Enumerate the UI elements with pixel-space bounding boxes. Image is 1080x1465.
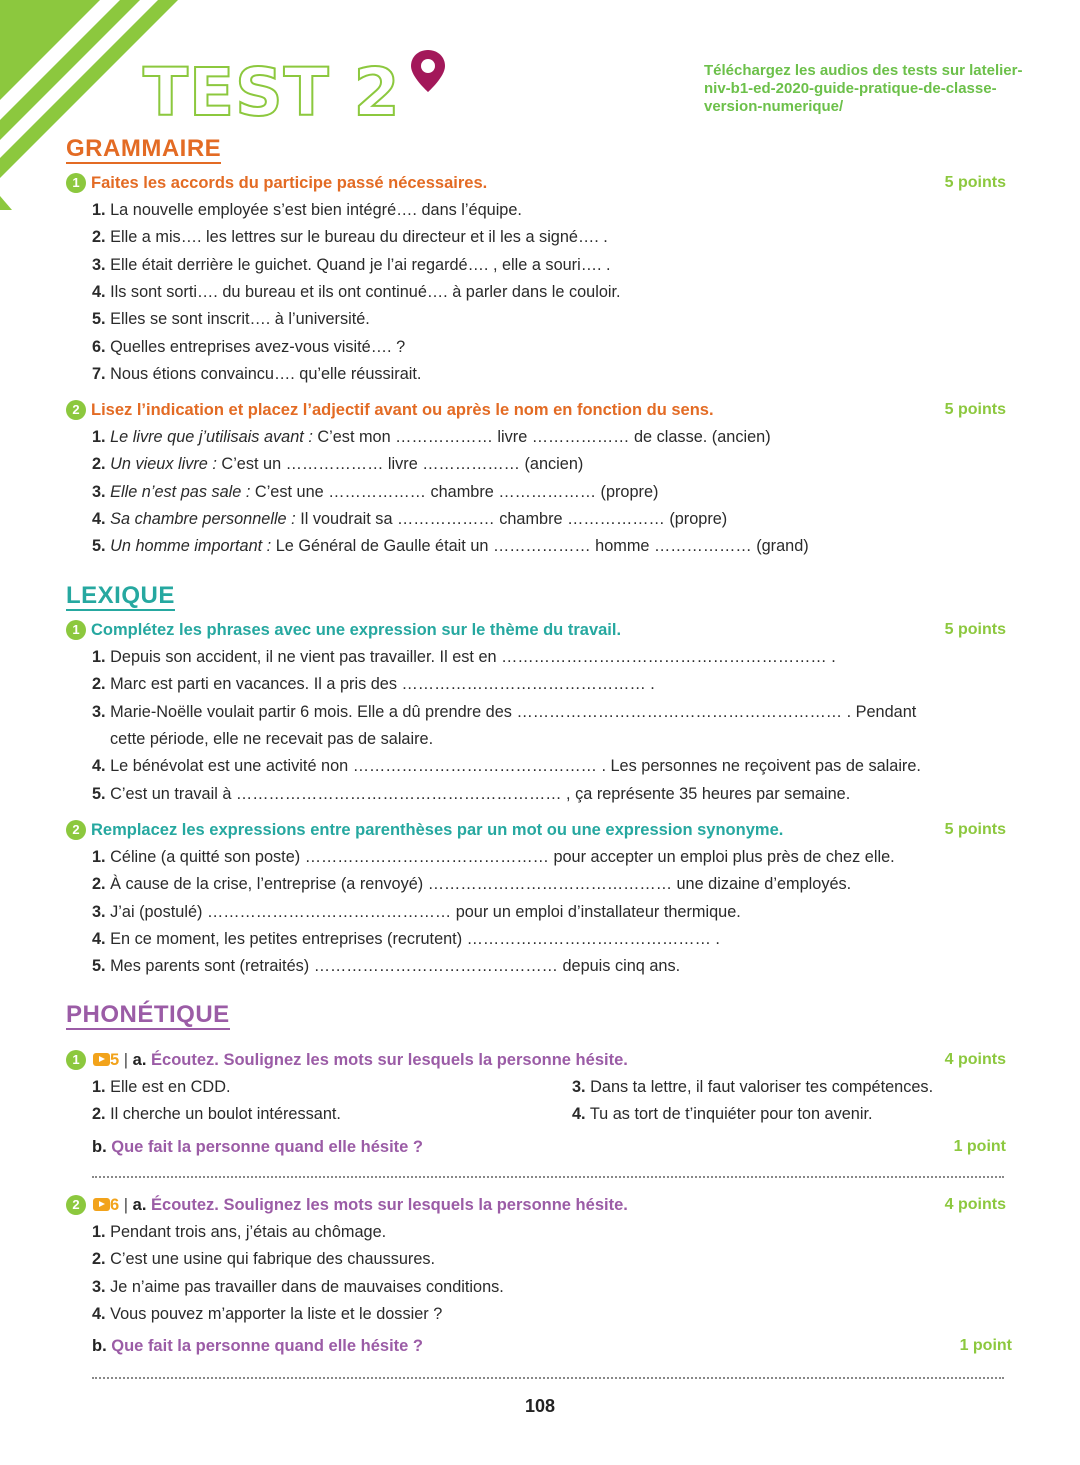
list-item [92, 647, 836, 667]
item-number: 3. [92, 902, 106, 921]
lexique-ex2-instruction: 2 Remplacez les expressions entre parenthèses par un mot ou une expression synonyme. [66, 819, 783, 841]
item-number: 4. [92, 509, 106, 528]
item-text: Il voudrait sa ……………… chambre ……………… (propre) [295, 509, 728, 528]
list-item [92, 702, 916, 722]
lexique-ex1-instruction: 1 Complétez les phrases avec une expression sur le thème du travail. [66, 619, 621, 641]
list-item [92, 427, 771, 447]
item-number: 1. [92, 201, 106, 219]
grammaire-ex2-instruction: 2 Lisez l’indication et placez l’adjectif avant ou après le nom en fonction du sens. [66, 399, 714, 421]
item-number: 4. [92, 282, 106, 301]
exercise-number-badge: 2 [66, 1195, 86, 1215]
audio-track-icon[interactable] [93, 1053, 110, 1066]
list-item [92, 956, 680, 976]
item-text: Pendant trois ans, j’étais au chômage. [110, 1223, 387, 1241]
item-number: 5. [92, 784, 106, 803]
list-item [92, 1077, 230, 1097]
exercise-number-badge: 2 [66, 400, 86, 420]
location-pin-icon [409, 48, 447, 94]
phonetique-ex2-question-b: b. Que fait la personne quand elle hésite ? [92, 1337, 424, 1355]
item-text: Elle était derrière le guichet. Quand je l’ai regardé…. , elle a souri…. . [110, 255, 611, 274]
item-text: Elles se sont inscrit…. à l’université. [110, 310, 370, 329]
item-text: C’est une usine qui fabrique des chaussures. [110, 1250, 436, 1269]
item-number: 2. [92, 1250, 106, 1269]
list-item [92, 1249, 435, 1269]
item-text: C’est une ……………… chambre ……………… (propre) [250, 482, 659, 501]
audio-download-note: Téléchargez les audios des tests sur latelier-niv-b1-ed-2020-guide-pratique-de-classe-version-numerique/ [704, 62, 1023, 115]
item-text: Ils sont sorti…. du bureau et ils ont continué…. à parler dans le couloir. [110, 282, 621, 301]
exercise-number-badge: 1 [66, 620, 86, 640]
item-number: 1. [92, 848, 106, 866]
item-number: 2. [92, 875, 106, 894]
list-item [92, 1222, 386, 1242]
item-number: 2. [92, 1105, 106, 1124]
item-text: C’est un ……………… livre ……………… (ancien) [216, 455, 584, 474]
item-number: 3. [92, 702, 106, 721]
item-text: Je n’aime pas travailler dans de mauvaises conditions. [110, 1277, 504, 1296]
exercise-number-badge: 1 [66, 1050, 86, 1070]
phonetique-ex1-question-b: b. Que fait la personne quand elle hésite ? [92, 1138, 424, 1156]
item-text: J’ai (postulé) ……………………………………… pour un emploi d’installateur thermique. [110, 902, 741, 921]
grammaire-ex2-points: 5 points [944, 401, 1006, 418]
item-text: Céline (a quitté son poste) ……………………………………… pour accepter un emploi plus près de chez elle. [110, 848, 895, 866]
phonetique-ex1-points: 4 points [944, 1051, 1006, 1068]
item-text: À cause de la crise, l’entreprise (a renvoyé) ……………………………………… une dizaine d’employés. [110, 875, 852, 894]
section-title-grammaire: GRAMMAIRE [66, 135, 222, 162]
list-item [92, 536, 809, 556]
item-text: Il cherche un boulot intéressant. [110, 1105, 341, 1124]
item-text: Elle a mis…. les lettres sur le bureau du directeur et il les a signé…. . [110, 228, 608, 247]
item-text: Vous pouvez m’apporter la liste et le dossier ? [110, 1304, 443, 1323]
item-text: cette période, elle ne recevait pas de salaire. [110, 729, 434, 748]
list-item [92, 227, 608, 247]
item-number: 5. [92, 537, 106, 556]
item-label: Un homme important : [110, 537, 272, 556]
list-item [92, 337, 405, 357]
phonetique-ex2-points-b: 1 point [959, 1337, 1012, 1354]
lexique-ex1-points: 5 points [944, 621, 1006, 638]
item-label: Sa chambre personnelle : [110, 509, 296, 528]
section-title-lexique: LEXIQUE [66, 582, 175, 609]
item-text: La nouvelle employée s’est bien intégré…. dans l’équipe. [110, 201, 522, 219]
list-item [572, 1077, 933, 1097]
item-number: 4. [92, 929, 106, 948]
item-text: Depuis son accident, il ne vient pas travailler. Il est en …………………………………………………… . [110, 648, 836, 666]
list-item [92, 784, 850, 804]
item-number: 2. [92, 228, 106, 247]
item-text: Dans ta lettre, il faut valoriser tes compétences. [590, 1078, 934, 1096]
item-number: 1. [92, 1078, 106, 1096]
item-text: Le bénévolat est une activité non ……………………………………… . Les personnes ne reçoivent pas de salaire. [110, 757, 921, 776]
list-item [110, 729, 433, 749]
list-item [92, 902, 741, 922]
phonetique-ex2-instruction: 2 6 | a. Écoutez. Soulignez les mots sur lesquels la personne hésite. [66, 1194, 628, 1216]
item-label: Un vieux livre : [110, 455, 217, 474]
section-title-phonetique: PHONÉTIQUE [66, 1001, 230, 1028]
page-number: 108 [524, 1396, 556, 1416]
item-text: Marc est parti en vacances. Il a pris des ……………………………………… . [110, 675, 655, 694]
item-text: Tu as tort de t’inquiéter pour ton avenir. [589, 1105, 873, 1124]
item-number: 4. [572, 1105, 586, 1124]
list-item [92, 364, 421, 384]
item-text: Nous étions convaincu…. qu’elle réussirait. [110, 364, 422, 383]
item-number: 5. [92, 310, 106, 329]
item-number: 6. [92, 337, 106, 356]
item-text: En ce moment, les petites entreprises (recrutent) ……………………………………… . [110, 929, 720, 948]
item-number: 1. [92, 648, 106, 666]
phonetique-ex1-points-b: 1 point [953, 1138, 1006, 1155]
audio-track-icon[interactable] [93, 1198, 110, 1211]
exercise-number-badge: 1 [66, 173, 86, 193]
item-number: 2. [92, 455, 106, 474]
grammaire-ex1-points: 5 points [944, 174, 1006, 191]
item-number: 3. [92, 482, 106, 501]
list-item [92, 509, 727, 529]
item-text: C’est mon ……………… livre ……………… de classe. (ancien) [312, 428, 771, 446]
list-item [92, 282, 621, 302]
list-item [92, 309, 370, 329]
exercise-number-badge: 2 [66, 820, 86, 840]
item-number: 3. [92, 1277, 106, 1296]
test-title: TEST 2 [143, 54, 401, 131]
item-text: Mes parents sont (retraités) ……………………………………… depuis cinq ans. [110, 957, 681, 976]
list-item [572, 1104, 873, 1124]
list-item [92, 200, 522, 220]
item-number: 3. [92, 255, 106, 274]
item-number: 4. [92, 1304, 106, 1323]
list-item [92, 255, 611, 275]
item-text: Marie-Noëlle voulait partir 6 mois. Elle a dû prendre des …………………………………………………… . Pendant [110, 702, 917, 721]
item-number: 1. [92, 1223, 106, 1241]
list-item [92, 454, 583, 474]
item-number: 1. [92, 428, 106, 446]
item-number: 5. [92, 957, 106, 976]
item-text: Quelles entreprises avez-vous visité…. ? [110, 337, 406, 356]
item-number: 2. [92, 675, 106, 694]
item-number: 7. [92, 364, 106, 383]
list-item [92, 674, 655, 694]
phonetique-ex2-points: 4 points [944, 1196, 1006, 1213]
audio-track-number: 6 [110, 1196, 120, 1214]
list-item [92, 874, 851, 894]
item-text: Elle est en CDD. [110, 1078, 231, 1096]
list-item [92, 1104, 341, 1124]
list-item [92, 929, 720, 949]
item-label: Le livre que j’utilisais avant : [110, 428, 313, 446]
item-text: C’est un travail à …………………………………………………… , ça représente 35 heures par semaine. [110, 784, 851, 803]
item-number: 3. [572, 1078, 586, 1096]
answer-line[interactable] [92, 1176, 1004, 1178]
list-item [92, 756, 921, 776]
audio-track-number: 5 [110, 1051, 120, 1069]
list-item [92, 482, 658, 502]
item-text: Le Général de Gaulle était un ……………… homme ……………… (grand) [271, 537, 809, 556]
list-item [92, 1304, 442, 1324]
lexique-ex2-points: 5 points [944, 821, 1006, 838]
phonetique-ex1-instruction: 1 5 | a. Écoutez. Soulignez les mots sur lesquels la personne hésite. [66, 1049, 628, 1071]
answer-line[interactable] [92, 1377, 1004, 1379]
list-item [92, 1277, 504, 1297]
grammaire-ex1-instruction: 1 Faites les accords du participe passé nécessaires. [66, 172, 487, 194]
item-number: 4. [92, 757, 106, 776]
item-label: Elle n’est pas sale : [110, 482, 251, 501]
list-item [92, 847, 895, 867]
